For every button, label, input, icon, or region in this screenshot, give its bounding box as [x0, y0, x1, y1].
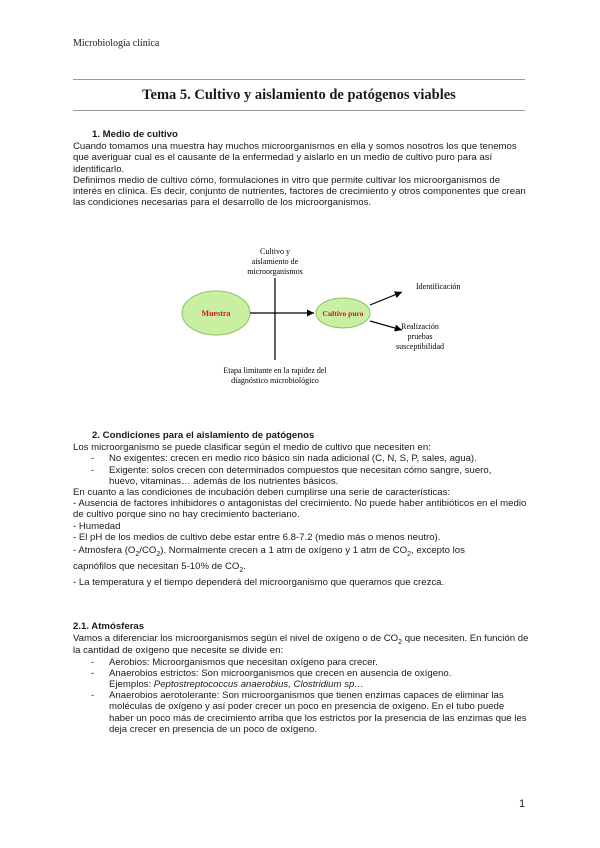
- condition-line: - La temperatura y el tiempo dependerá del microorganismo que queramos que crezca.: [73, 577, 445, 589]
- condition-line: - Ausencia de factores inhibidores o antagonistas del crecimiento. No puede haber antibióticos en el medio de cultivo porque sino no hay crecimiento bacteriano.: [73, 498, 527, 521]
- condition-line: - Humedad: [73, 520, 121, 532]
- title-rule-top: [73, 79, 525, 80]
- list-item: - Anaerobios estrictos: Son microorganismos que crecen en ausencia de oxígeno.: [73, 668, 531, 679]
- atmosphere-list-2: [73, 690, 531, 735]
- muestra-label: Muestra: [201, 309, 231, 318]
- arrow-susceptibilidad: [370, 321, 402, 330]
- page-title: Tema 5. Cultivo y aislamiento de patógenos viables: [142, 87, 456, 103]
- list-item-continuation: huevo, vitaminas… además de los nutrientes básicos.: [109, 475, 339, 487]
- diagram-top-label: microorganismos: [247, 267, 303, 276]
- list-item: - No exigentes: crecen en medio rico básico sin nada adicional (C, N, S, P, sales, agua).: [73, 453, 531, 464]
- diagram-bottom-label: Etapa limitante en la rapidez del: [223, 366, 327, 375]
- requirements-list: [73, 453, 531, 475]
- out-pruebas: pruebas: [407, 332, 433, 341]
- list-item: - Exigente: solos crecen con determinados compuestos que necesitan cómo sangre, suero,: [73, 465, 531, 476]
- atmosphere-list: [73, 657, 531, 679]
- condition-line: - El pH de los medios de cultivo debe estar entre 6.8-7.2 (medio más o menos neutro).: [73, 531, 441, 543]
- title-rule-bottom: [73, 110, 525, 111]
- out-realizacion: Realización: [401, 322, 439, 331]
- section-medio-cultivo: [73, 129, 531, 208]
- diagram-bottom-label: diagnóstico microbiológico: [231, 376, 319, 385]
- condition-line: - Atmósfera $(O_2/CO_2)$. Normalmente crecen a 1 atm de oxígeno y 1 atm de $CO_2$, excepto los: [73, 545, 465, 559]
- cultivo-label: Cultivo puro: [322, 309, 364, 318]
- diagram-top-label: aislamiento de: [251, 257, 299, 266]
- diagram-top-label: Cultivo y: [259, 247, 291, 256]
- list-item: - Aerobios: Microorganismos que necesitan oxígeno para crecer.: [73, 657, 531, 668]
- paragraph: En cuanto a las condiciones de incubación deben cumplirse una serie de características:: [73, 487, 451, 499]
- paragraph: Los microorganismo se puede clasificar según el medio de cultivo que necesiten en:: [73, 442, 431, 454]
- section-heading: 2. Condiciones para el aislamiento de patógenos: [92, 430, 315, 441]
- list-item: - Anaerobios aerotolerante: Son microorganismos que tienen enzimas capaces de eliminar las moléculas de oxígeno y así poder crecer un poco en presencia de oxígeno. En el tubo puede haber un poco más de crecimiento arriba que los estrictos por la presencia de las enzimas que les deja crecer en presencia de un poco de oxígeno.: [73, 690, 531, 735]
- examples-line: Ejemplos: Peptostreptococcus anaerobius, Clostridium sp…: [109, 679, 364, 691]
- arrow-identificacion: [370, 292, 402, 305]
- condition-line: capnófilos que necesitan 5-10% de $CO_2$.: [73, 561, 246, 575]
- culture-diagram: [180, 245, 510, 390]
- section-atmosferas: [73, 621, 531, 735]
- page-header: Microbiología clínica: [73, 38, 160, 49]
- page-number: 1: [519, 798, 526, 810]
- paragraph: Definimos medio de cultivo cómo, formulaciones in vitro que permite cultivar los microorganismos de interés en clínica. Es decir, conjunto de nutrientes, factores de crecimiento y otros componentes que crean las condiciones necesarias para el desarrollo de los microorganismos.: [73, 174, 526, 209]
- paragraph: Cuando tomamos una muestra hay muchos microorganismos en ella y somos nosotros los que tenemos que averiguar cual es el causante de la enfermedad y aislarlo en un medio de cultivo puro para así identificarlo.: [73, 141, 517, 175]
- section-condiciones: [73, 430, 531, 589]
- paragraph: Vamos a diferenciar los microorganismos según el nivel de oxígeno o de $CO_2$ que necesiten. En función de la cantidad de oxígeno que necesite se divide en:: [73, 633, 529, 657]
- subsection-heading: 2.1. Atmósferas: [73, 621, 145, 632]
- section-heading: 1. Medio de cultivo: [92, 129, 178, 140]
- out-susceptibilidad: susceptibilidad: [396, 342, 444, 351]
- out-identificacion: Identificación: [416, 282, 461, 291]
